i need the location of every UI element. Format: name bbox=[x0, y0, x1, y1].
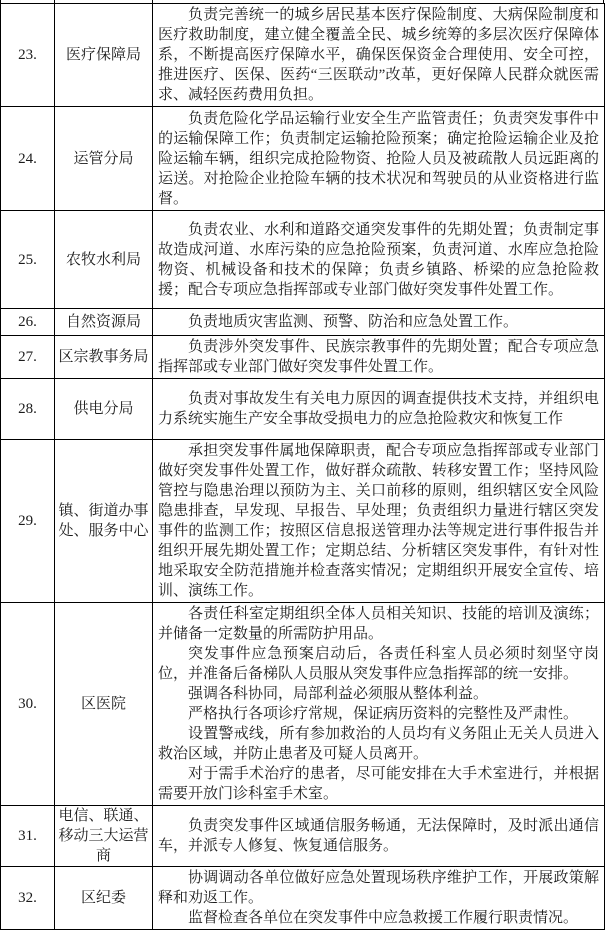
row-number: 29. bbox=[1, 440, 55, 603]
previous-row-border-sliver bbox=[0, 0, 605, 3]
row-number: 23. bbox=[1, 4, 55, 107]
duties-cell bbox=[153, 867, 605, 930]
table-row bbox=[1, 379, 605, 440]
department-name: 自然资源局 bbox=[55, 309, 153, 336]
duty-paragraph: 负责农业、水利和道路交通突发事件的先期处置；负责制定事故造成河道、水库污染的应急抢险预案，负责河道、水库应急抢险物资、机械设备和技术的保障；负责乡镇路、桥梁的应急抢险救援；配合专项应急指挥部或专业部门做好突发事件处置工作。 bbox=[158, 221, 599, 298]
department-name: 镇、街道办事处、服务中心 bbox=[55, 440, 153, 603]
duties-cell bbox=[153, 336, 605, 379]
row-number: 24. bbox=[1, 107, 55, 211]
table-row bbox=[1, 440, 605, 603]
duties-cell bbox=[153, 4, 605, 107]
department-name: 区宗教事务局 bbox=[55, 336, 153, 379]
table-row bbox=[1, 309, 605, 336]
duty-paragraph: 对于需手术治疗的患者，尽可能安排在大手术室进行，并根据需要开放门诊科室手术室。 bbox=[158, 766, 599, 802]
duty-paragraph: 强调各科协同，局部利益必须服从整体利益。 bbox=[188, 686, 489, 702]
department-name: 区纪委 bbox=[55, 867, 153, 930]
table-row bbox=[1, 867, 605, 930]
table-row bbox=[1, 806, 605, 867]
row-number: 27. bbox=[1, 336, 55, 379]
responsibilities-table bbox=[0, 3, 605, 930]
table-row bbox=[1, 211, 605, 309]
department-name: 农牧水利局 bbox=[55, 211, 153, 309]
row-number: 25. bbox=[1, 211, 55, 309]
row-number: 26. bbox=[1, 309, 55, 336]
table-row bbox=[1, 107, 605, 211]
duty-paragraph: 严格执行各项诊疗常规，保证病历资料的完整性及严肃性。 bbox=[188, 706, 579, 722]
duties-cell bbox=[153, 107, 605, 211]
duty-paragraph: 突发事件应急预案启动后，各责任科室人员必须时刻坚守岗位，并准备后备梯队人员服从突发事件应急指挥部的统一安排。 bbox=[158, 646, 599, 682]
duty-paragraph: 承担突发事件属地保障职责，配合专项应急指挥部或专业部门做好突发事件处置工作，做好群众疏散、转移安置工作；坚持风险管控与隐患治理以预防为主、关口前移的原则，组织辖区安全风险隐患排查，早发现、早报告、早处理；负责组织力量进行辖区突发事件的监测工作；按照区信息报送管理办法等规定进行事件报告并组织开展先期处置工作；定期总结、分析辖区突发事件，有针对性地采取安全防范措施并检查落实情况；定期组织开展安全宣传、培训、演练工作。 bbox=[158, 443, 599, 599]
department-name: 医疗保障局 bbox=[55, 4, 153, 107]
duty-paragraph: 负责地质灾害监测、预警、防治和应急处置工作。 bbox=[188, 314, 519, 330]
duties-cell bbox=[153, 211, 605, 309]
duty-paragraph: 负责对事故发生有关电力原因的调查提供技术支持，并组织电力系统实施生产安全事故受损电力的应急抢险救灾和恢复工作 bbox=[158, 391, 599, 427]
duties-cell bbox=[153, 309, 605, 336]
duty-paragraph: 设置警戒线，所有参加救治的人员均有义务阻止无关人员进入救治区域，并防止患者及可疑人员离开。 bbox=[158, 726, 599, 762]
duty-paragraph: 负责危险化学品运输行业安全生产监管责任；负责突发事件中的运输保障工作；负责制定运输抢险预案；确定抢险运输企业及抢险运输车辆，组织完成抢险物资、抢险人员及被疏散人员远距离的运送。对抢险企业抢险车辆的技术状况和驾驶员的从业资格进行监督。 bbox=[158, 110, 599, 207]
table-row bbox=[1, 336, 605, 379]
table-row bbox=[1, 603, 605, 806]
duties-cell bbox=[153, 603, 605, 806]
duty-paragraph: 协调调动各单位做好应急处置现场秩序维护工作，开展政策解释和劝返工作。 bbox=[158, 870, 599, 906]
department-name: 电信、联通、移动三大运营商 bbox=[55, 806, 153, 867]
duty-paragraph: 监督检查各单位在突发事件中应急救援工作履行职责情况。 bbox=[188, 910, 579, 926]
duties-cell bbox=[153, 440, 605, 603]
duty-paragraph: 负责完善统一的城乡居民基本医疗保险制度、大病保险制度和医疗救助制度，建立健全覆盖全民、城乡统筹的多层次医疗保障体系，不断提高医疗保障水平，确保医保资金合理使用、安全可控，推进医疗、医保、医药“三医联动”改革，更好保障人民群众就医需求、减轻医药费用负担。 bbox=[158, 7, 599, 103]
department-name: 供电分局 bbox=[55, 379, 153, 440]
row-number: 32. bbox=[1, 867, 55, 930]
row-number: 28. bbox=[1, 379, 55, 440]
department-name: 运管分局 bbox=[55, 107, 153, 211]
row-number: 30. bbox=[1, 603, 55, 806]
duty-paragraph: 负责突发事件区域通信服务畅通，无法保障时，及时派出通信车，并派专人修复、恢复通信服务。 bbox=[158, 818, 599, 854]
department-name: 区医院 bbox=[55, 603, 153, 806]
duty-paragraph: 各责任科室定期组织全体人员相关知识、技能的培训及演练；并储备一定数量的所需防护用品。 bbox=[158, 606, 599, 642]
row-number: 31. bbox=[1, 806, 55, 867]
duties-cell bbox=[153, 379, 605, 440]
duty-paragraph: 负责涉外突发事件、民族宗教事件的先期处置；配合专项应急指挥部或专业部门做好突发事件处置工作。 bbox=[158, 339, 599, 375]
table-row bbox=[1, 4, 605, 107]
duties-cell bbox=[153, 806, 605, 867]
